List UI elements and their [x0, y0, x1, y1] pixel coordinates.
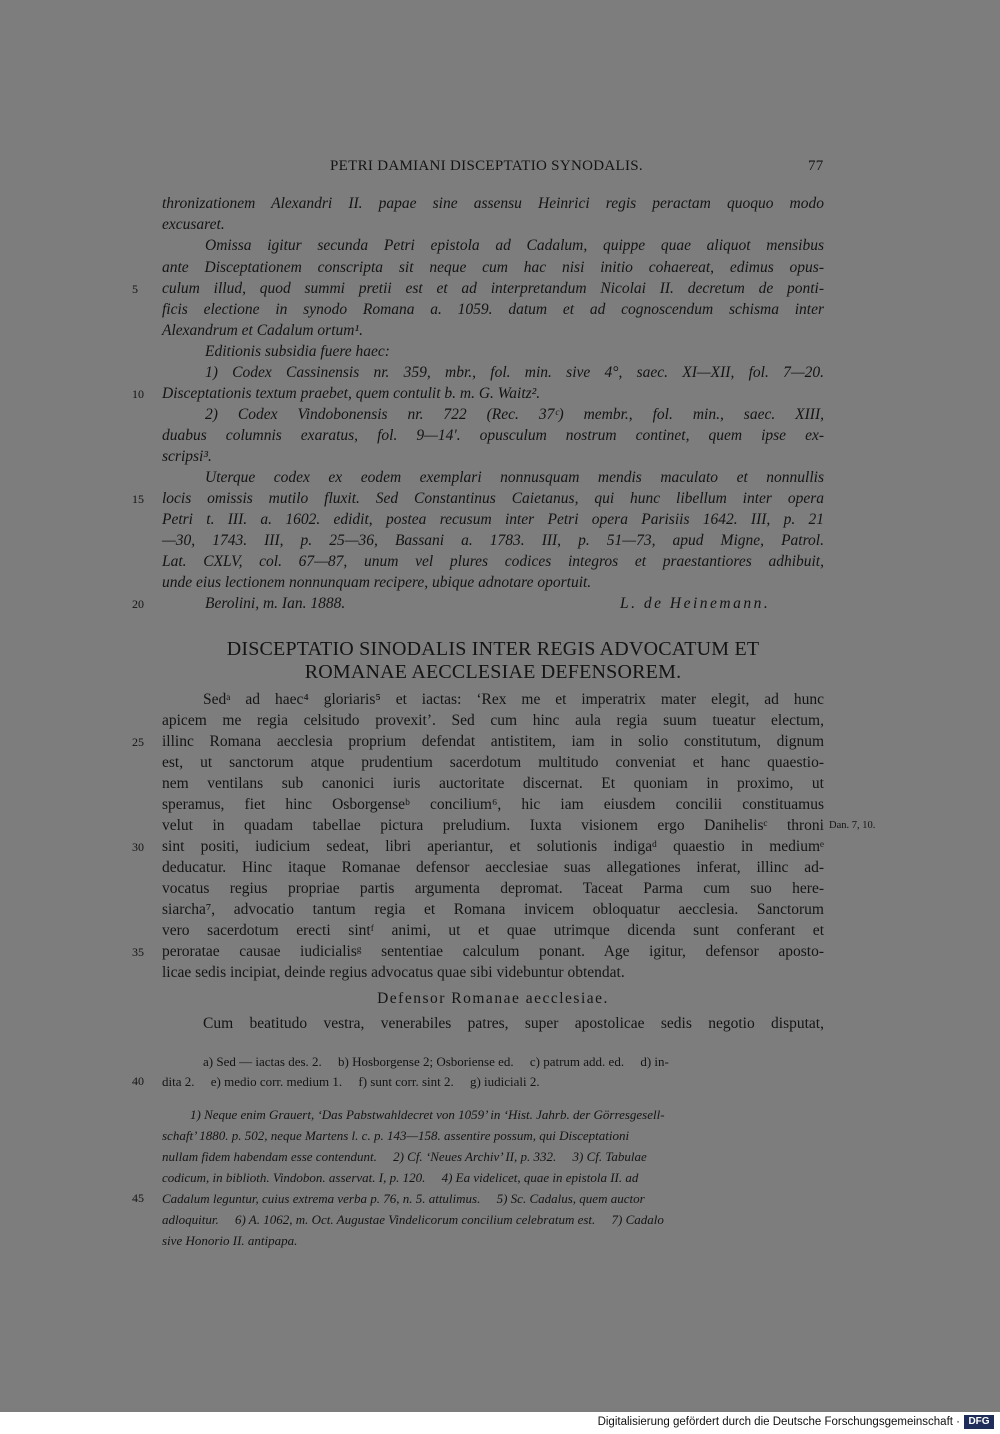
footnote-line: codicum, in biblioth. Vindobon. asservat. I, p. 120. 4) Ea videlicet, quae in epistola II. ad: [162, 1170, 639, 1185]
intro-line: Lat. CXLV, col. 67—87, unum vel plures codices integros et praestantiores adhibuit,: [162, 553, 824, 570]
footnote-line: 1) Neque enim Grauert, ‘Das Pabstwahldecret von 1059’ in ‘Hist. Jahrb. der Görresgesell-: [190, 1107, 665, 1122]
dfg-logo: DFG: [964, 1415, 994, 1429]
text-line: vero sacerdotum erecti sintᶠ animi, ut et quae utrimque dicenda sunt conferant et: [162, 922, 824, 939]
intro-line: ante Disceptationem conscripta sit neque cum hac nisi initio cohaereat, edimus opus-: [162, 259, 824, 276]
intro-line: thronizationem Alexandri II. papae sine assensu Heinrici regis peractam quoquo modo: [162, 195, 824, 212]
footnote-line: schaft’ 1880. p. 502, neque Martens l. c. p. 143—158. assentire possum, qui Disceptationi: [162, 1128, 630, 1143]
line-number: 15: [132, 492, 144, 506]
text-line: deducatur. Hinc itaque Romanae defensor aecclesiae suas allegationes inferat, illinc ad-: [162, 859, 824, 876]
intro-line: ficis electione in synodo Romana a. 1059. datum et ad cognoscendum schisma inter: [162, 301, 824, 318]
funding-credit: Digitalisierung gefördert durch die Deutsche Forschungsgemeinschaft ·: [597, 1416, 960, 1428]
apparatus-line: dita 2. e) medio corr. medium 1. f) sunt corr. sint 2. g) iudiciali 2.: [162, 1074, 540, 1089]
footnote-line: Cadalum leguntur, cuius extrema verba p. 76, n. 5. attulimus. 5) Sc. Cadalus, quem auctor: [162, 1191, 645, 1206]
footnote-line: adloquitur. 6) A. 1062, m. Oct. Augustae Vindelicorum concilium celebratum est. 7) Cadalo: [162, 1212, 664, 1227]
text-line: apicem me regia celsitudo provexit’. Sed cum hinc aula regia suum tueatur electum,: [162, 712, 824, 729]
intro-line: Petri t. III. a. 1602. edidit, postea recusum inter Petri opera Parisiis 1642. III, p. 21: [162, 511, 824, 528]
document-title: DISCEPTATIO SINODALIS INTER REGIS ADVOCATUM ET: [226, 638, 760, 660]
signature-name: L. de Heinemann.: [620, 595, 771, 612]
intro-line: Disceptationis textum praebet, quem contulit b. m. G. Waitz².: [162, 385, 541, 402]
signature-place: Berolini, m. Ian. 1888.: [205, 595, 346, 612]
intro-line: Editionis subsidia fuere haec:: [205, 343, 390, 360]
line-number: 10: [132, 387, 144, 401]
text-line: peroratae causae iudicialisᵍ sententiae calculum ponant. Age igitur, defensor aposto-: [162, 943, 824, 960]
text-line: licae sedis incipiat, deinde regius advocatus quae sibi videbuntur obtendat.: [162, 964, 625, 981]
intro-line: —30, 1743. III, p. 25—36, Bassani a. 1783. III, p. 51—73, apud Migne, Patrol.: [162, 532, 824, 549]
text-line: siarcha⁷, advocatio tantum regia et Romana invicem obloquatur aecclesia. Sanctorum: [162, 901, 824, 918]
line-number: 5: [132, 282, 138, 296]
intro-line: locis omissis mutilo fluxit. Sed Constantinus Caietanus, qui hunc libellum inter opera: [162, 490, 824, 507]
text-line: est, ut sanctorum atque prudentium sacerdotum multitudo conveniat et hanc quaestio-: [162, 754, 824, 771]
intro-line: duabus columnis exaratus, fol. 9—14'. opusculum nostrum continet, quem ipse ex-: [162, 427, 824, 444]
running-title: PETRI DAMIANI DISCEPTATIO SYNODALIS.: [330, 158, 643, 174]
intro-line: 1) Codex Cassinensis nr. 359, mbr., fol. min. sive 4°, saec. XI—XII, fol. 7—20.: [205, 364, 824, 381]
line-number: 45: [132, 1191, 144, 1205]
intro-line: scripsi³.: [162, 448, 212, 465]
apparatus-line: a) Sed — iactas des. 2. b) Hosborgense 2; Osboriense ed. c) patrum add. ed. d) in-: [203, 1054, 669, 1069]
margin-reference: Dan. 7, 10.: [829, 820, 876, 831]
document-title: ROMANAE AECCLESIAE DEFENSOREM.: [304, 661, 682, 683]
line-number: 20: [132, 597, 144, 611]
footnote-line: sive Honorio II. antipapa.: [162, 1233, 298, 1248]
speaker-heading: Defensor Romanae aecclesiae.: [377, 990, 609, 1007]
intro-line: Omissa igitur secunda Petri epistola ad Cadalum, quippe quae aliquot mensibus: [205, 237, 824, 254]
text-line: illinc Romana aecclesia proprium defendat antistitem, iam in solio constitutum, dignum: [162, 733, 824, 750]
intro-line: unde eius lectionem nonnunquam recipere, ubique adnotare oportuit.: [162, 574, 592, 591]
intro-line: 2) Codex Vindobonensis nr. 722 (Rec. 37ᶜ) membr., fol. min., saec. XIII,: [205, 406, 824, 423]
intro-line: excusaret.: [162, 216, 225, 233]
footnote-line: nullam fidem habendam esse contendunt. 2) Cf. ‘Neues Archiv’ II, p. 332. 3) Cf. Tabulae: [162, 1149, 647, 1164]
intro-line: Alexandrum et Cadalum ortum¹.: [162, 322, 363, 339]
text-line: vocatus regius propriae partis argumenta depromat. Taceat Parma cum suo here-: [162, 880, 824, 897]
text-line: nem ventilans sub canonici iuris auctoritate discernat. Et quoniam in proximo, ut: [162, 775, 824, 792]
page-number: 77: [808, 158, 824, 174]
speech-line: Cum beatitudo vestra, venerabiles patres, super apostolicae sedis negotio disputat,: [203, 1015, 824, 1032]
intro-line: Uterque codex ex eodem exemplari nonnusquam mendis maculato et nonnullis: [205, 469, 824, 486]
text-line: velut in quadam tabellae pictura preludium. Iuxta visionem ergo Danihelisᶜ throni: [162, 817, 824, 834]
line-number: 35: [132, 945, 144, 959]
line-number: 30: [132, 840, 144, 854]
text-line: sint positi, iudicium sedeat, libri aperiantur, et solutionis indigaᵈ quaestio in mediumᵉ: [162, 838, 824, 855]
line-number: 40: [132, 1074, 144, 1088]
text-line: Sedᵃ ad haec⁴ gloriaris⁵ et iactas: ‘Rex me et imperatrix mater elegit, ad hunc: [203, 691, 824, 708]
line-number: 25: [132, 735, 144, 749]
text-line: speramus, fiet hinc Osborgenseᵇ concilium⁶, hic iam eiusdem concilii constituamus: [162, 796, 824, 813]
intro-line: culum illud, quod summi pretii est et ad interpretandum Nicolai II. decretum de ponti-: [162, 280, 824, 297]
